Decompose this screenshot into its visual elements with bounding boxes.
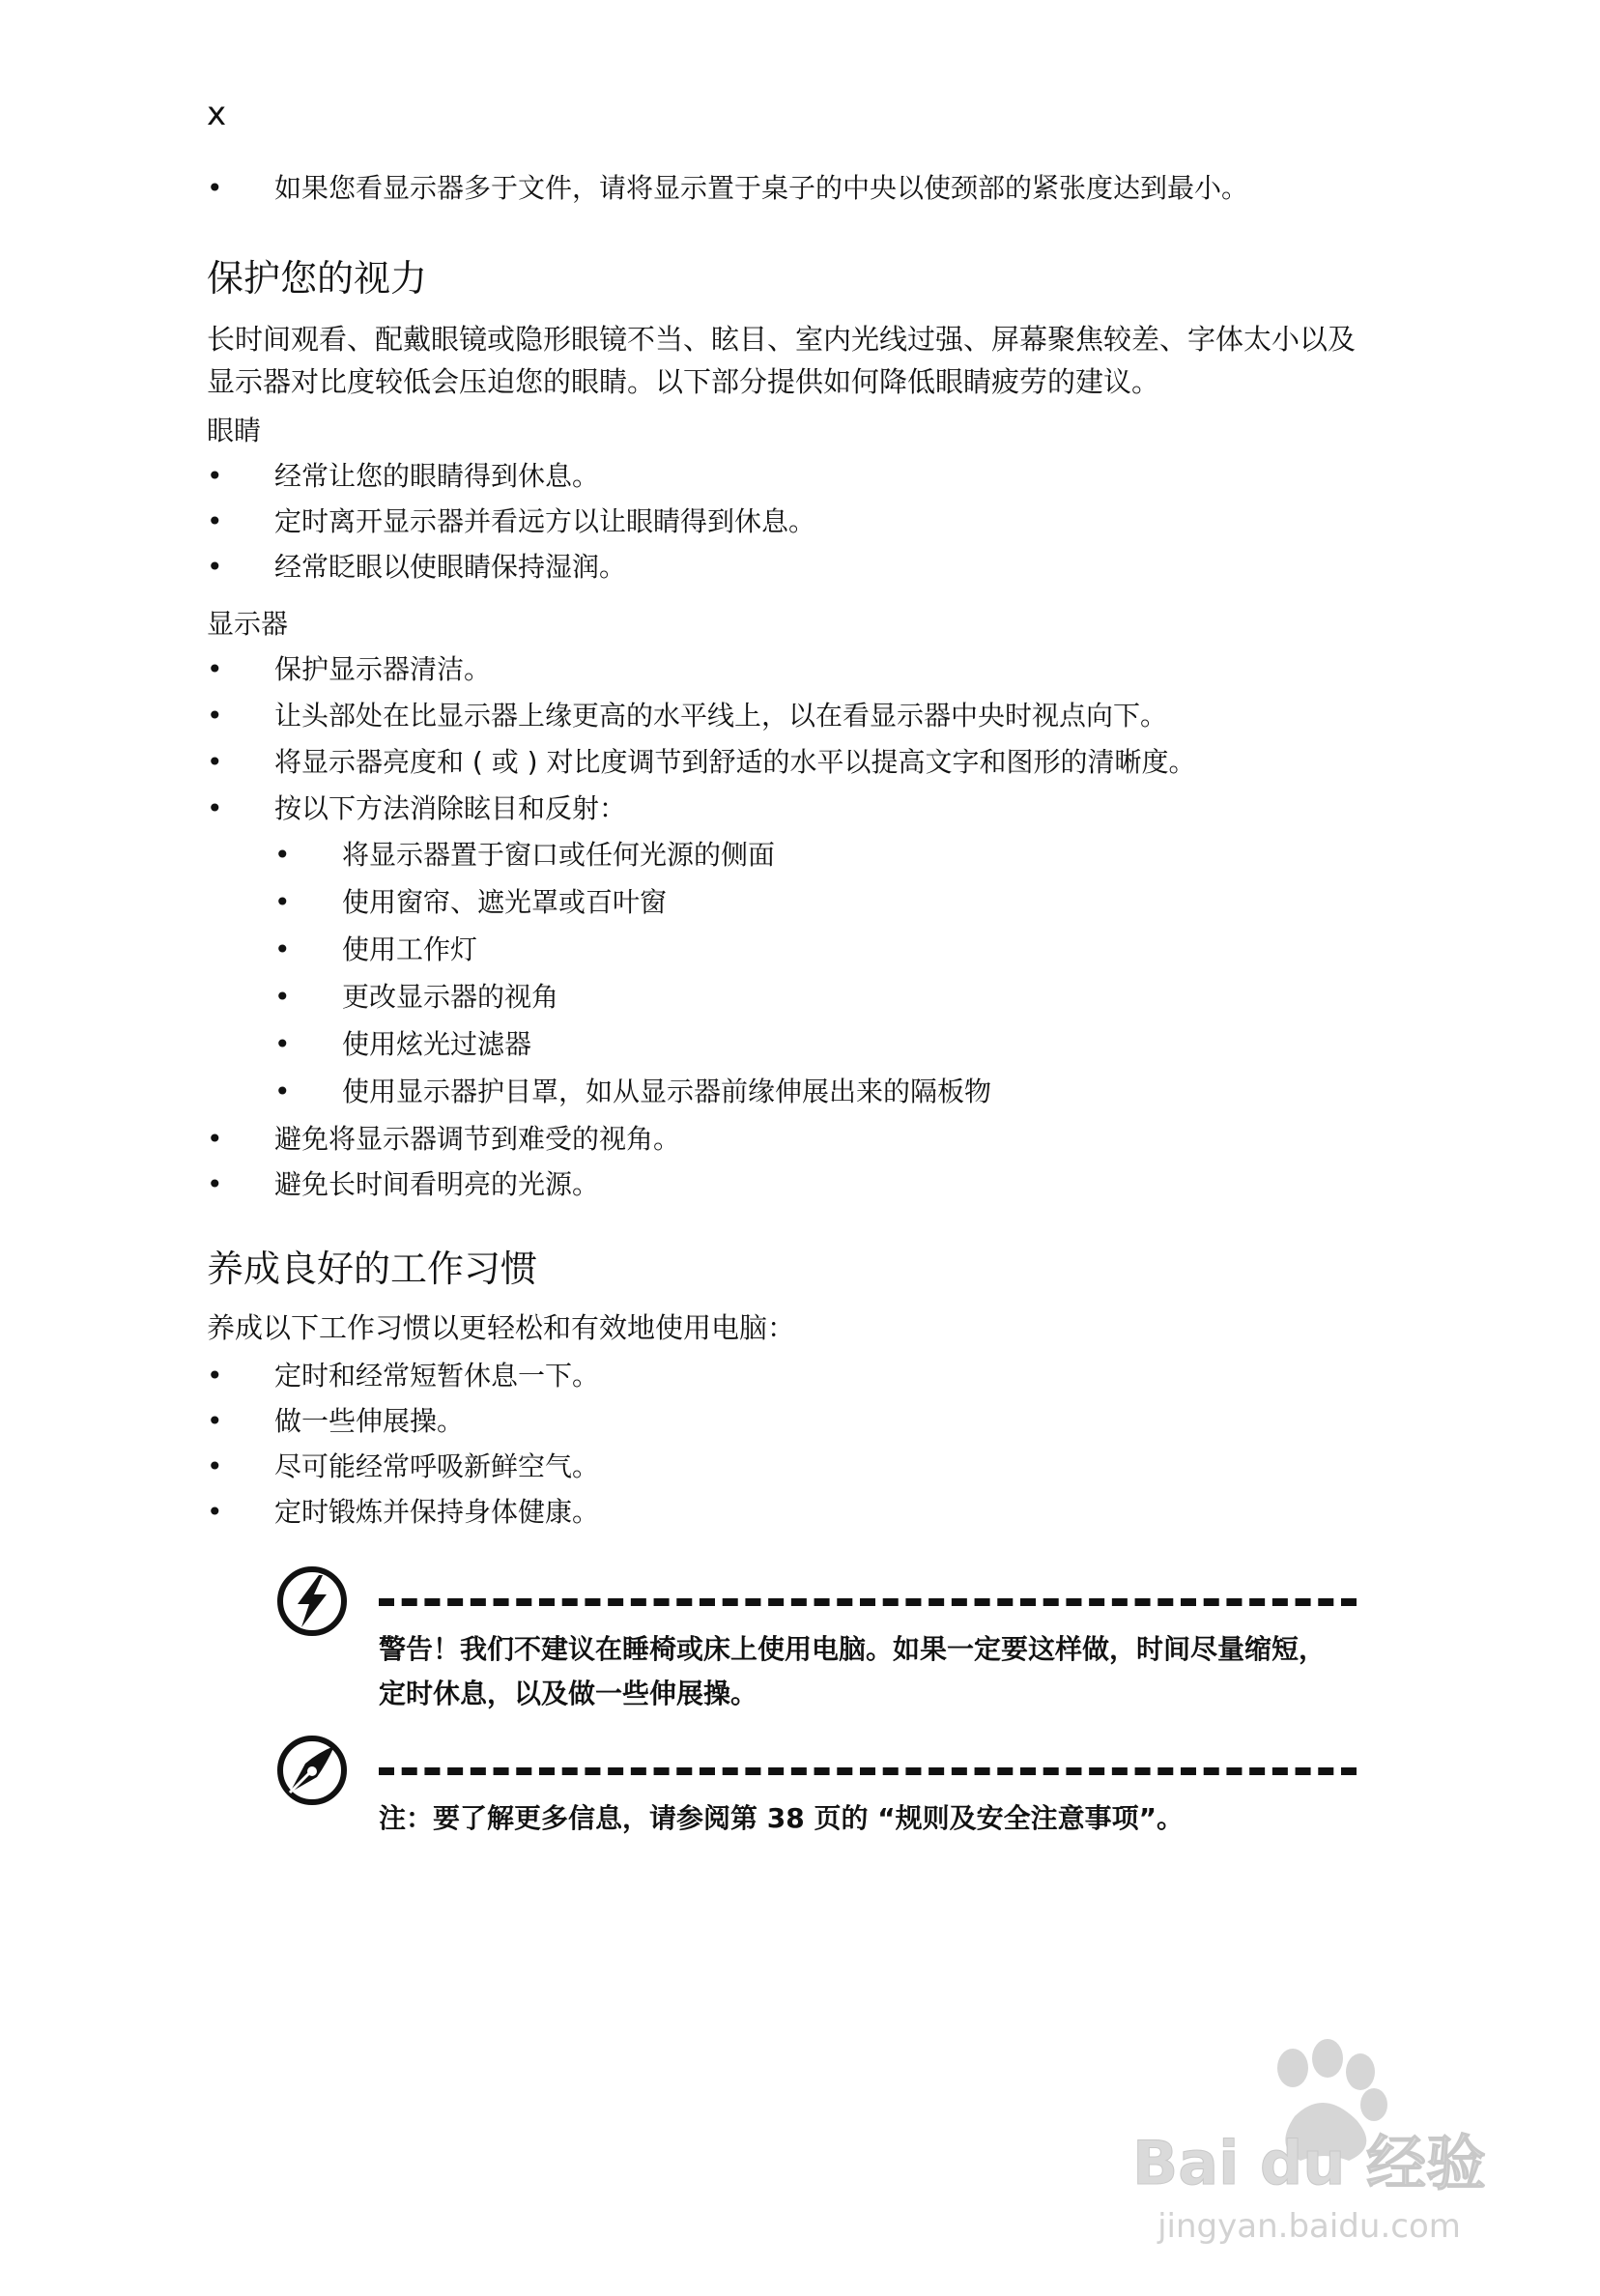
sub-list-item: • 使用窗帘、遮光罩或百叶窗	[207, 884, 1357, 932]
sub-list-item: • 使用显示器护目罩，如从显示器前缘伸展出来的隔板物	[207, 1074, 1357, 1121]
list-item: • 定时离开显示器并看远方以让眼睛得到休息。	[207, 503, 1357, 549]
bullet-icon: •	[207, 1450, 223, 1482]
note-text: 注：要了解更多信息，请参阅第 38 页的 “规则及安全注意事项”。	[379, 1802, 1185, 1834]
bullet-icon: •	[207, 792, 223, 824]
habits-intro: 养成以下工作习惯以更轻松和有效地使用电脑：	[207, 1311, 796, 1344]
list-item: • 尽可能经常呼吸新鲜空气。	[207, 1449, 1357, 1494]
list-item: • 避免长时间看明亮的光源。	[207, 1166, 1357, 1212]
list-item: • 让头部处在比显示器上缘更高的水平线上，以在看显示器中央时视点向下。	[207, 698, 1357, 744]
vision-paragraph: 长时间观看、配戴眼镜或隐形眼镜不当、眩目、室内光线过强、屏幕聚焦较差、字体太小以及显示器对比度较低会压迫您的眼睛。以下部分提供如何降低眼睛疲劳的建议。	[207, 323, 1357, 398]
list-item: • 避免将显示器调节到难受的视角。	[207, 1121, 1357, 1166]
warning-lightning-icon	[276, 1565, 348, 1637]
bullet-icon: •	[207, 505, 223, 537]
intro-list	[207, 170, 1357, 207]
sub-list-item: • 更改显示器的视角	[207, 979, 1357, 1026]
bullet-icon: •	[274, 1076, 291, 1107]
bullet-icon: •	[207, 1405, 223, 1437]
bullet-icon: •	[207, 1496, 223, 1528]
list-item: • 做一些伸展操。	[207, 1403, 1357, 1449]
bullet-icon: •	[207, 460, 223, 492]
section-title-habits: 养成良好的工作习惯	[207, 1248, 538, 1290]
list-item: • 将显示器亮度和 ( 或 ) 对比度调节到舒适的水平以提高文字和图形的清晰度。	[207, 744, 1357, 790]
list-item: • 定时锻炼并保持身体健康。	[207, 1494, 1357, 1539]
bullet-icon: •	[207, 746, 223, 778]
eyes-list	[207, 458, 1357, 594]
display-list	[207, 651, 1357, 1212]
note-pen-icon	[276, 1735, 348, 1806]
list-item: • 经常让您的眼睛得到休息。	[207, 458, 1357, 503]
list-item: • 按以下方法消除眩目和反射：	[207, 790, 1357, 837]
warning-callout	[276, 1565, 1357, 1720]
baidu-jingyan-watermark	[1121, 2039, 1498, 2252]
sub-list-item: • 使用工作灯	[207, 932, 1357, 979]
bullet-icon: •	[207, 653, 223, 685]
warning-text: 警告！我们不建议在睡椅或床上使用电脑。如果一定要这样做，时间尽量缩短，定时休息，以及做一些伸展操。	[379, 1633, 1327, 1709]
subheading-display: 显示器	[207, 608, 289, 640]
list-item: • 经常眨眼以使眼睛保持湿润。	[207, 549, 1357, 594]
bullet-icon: •	[274, 886, 291, 918]
note-callout	[276, 1735, 1357, 1851]
list-item: • 如果您看显示器多于文件，请将显示置于桌子的中央以使颈部的紧张度达到最小。	[207, 170, 1357, 207]
bullet-icon: •	[207, 1168, 223, 1200]
bullet-icon: •	[207, 172, 223, 204]
page-number: x	[207, 95, 227, 133]
sub-list-item: • 使用炫光过滤器	[207, 1026, 1357, 1074]
bullet-icon: •	[207, 700, 223, 732]
bullet-icon: •	[207, 1123, 223, 1155]
bullet-icon: •	[274, 1028, 291, 1060]
section-title-vision: 保护您的视力	[207, 257, 428, 300]
watermark-url: jingyan.baidu.com	[1157, 2207, 1461, 2246]
bullet-icon: •	[207, 551, 223, 583]
watermark-brand: Bai du 经验	[1131, 2128, 1487, 2198]
divider	[379, 1767, 1357, 1775]
list-item: • 定时和经常短暂休息一下。	[207, 1358, 1357, 1403]
bullet-icon: •	[207, 1360, 223, 1392]
subheading-eyes: 眼睛	[207, 415, 262, 446]
bullet-icon: •	[274, 981, 291, 1013]
sub-list-item: • 将显示器置于窗口或任何光源的侧面	[207, 837, 1357, 884]
habits-list	[207, 1358, 1357, 1539]
bullet-icon: •	[274, 933, 291, 965]
list-item: • 保护显示器清洁。	[207, 651, 1357, 698]
bullet-icon: •	[274, 839, 291, 871]
divider	[379, 1598, 1357, 1606]
